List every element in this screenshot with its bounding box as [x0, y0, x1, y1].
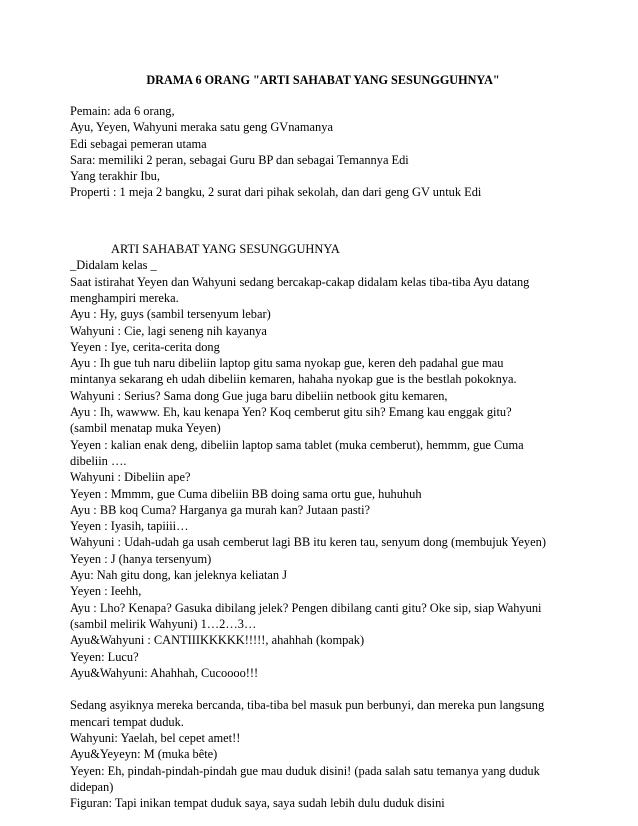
script-line: Yeyen: Eh, pindah-pindah-pindah gue mau duduk disini! (pada salah satu temanya yang duduk [70, 763, 540, 778]
script-line: didepan) [70, 779, 114, 794]
script-line: Ayu : Ih, wawww. Eh, kau kenapa Yen? Koq cemberut gitu sih? Emang kau enggak gitu? [70, 405, 512, 420]
script-line: mintanya sekarang eh udah dibeliin kemaren, hahaha nyokap gue is the bestlah pokoknya. [70, 372, 517, 387]
intro-block [70, 103, 598, 201]
script-line: Ayu : BB koq Cuma? Harganya ga murah kan? Jutaan pasti? [70, 502, 371, 517]
script-line: _Didalam kelas _ [70, 258, 157, 273]
script-line: Yeyen: Lucu? [70, 649, 139, 664]
intro-line: Yang terakhir Ibu, [70, 169, 160, 184]
script-line: Saat istirahat Yeyen dan Wahyuni sedang bercakap-cakap didalam kelas tiba-tiba Ayu datang [70, 274, 530, 289]
section-title: ARTI SAHABAT YANG SESUNGGUHNYA [111, 242, 340, 257]
script-line: Sedang asyiknya mereka bercanda, tiba-tiba bel masuk pun berbunyi, dan mereka pun langsung [70, 698, 545, 713]
script-line: Wahyuni : Serius? Sama dong Gue juga baru dibeliin netbook gitu kemaren, [70, 388, 448, 403]
script-line: Ayu : Hy, guys (sambil tersenyum lebar) [70, 307, 271, 322]
script-line: Wahyuni : Dibeliin ape? [70, 470, 191, 485]
script-line: (sambil melirik Wahyuni) 1…2…3… [70, 616, 257, 631]
script-line: dibeliin …. [70, 453, 127, 468]
script-line: Wahyuni : Udah-udah ga usah cemberut lagi BB itu keren tau, senyum dong (membujuk Yeyen) [70, 535, 546, 550]
script-line: Ayu : Lho? Kenapa? Gasuka dibilang jelek? Pengen dibilang canti gitu? Oke sip, siap Wahyuni [70, 600, 542, 615]
script-line: Wahyuni: Yaelah, bel cepet amet!! [70, 730, 241, 745]
intro-line: Edi sebagai pemeran utama [70, 136, 207, 151]
script-line: Yeyen : J (hanya tersenyum) [70, 551, 212, 566]
page-title: DRAMA 6 ORANG "ARTI SAHABAT YANG SESUNGGUHNYA" [146, 73, 500, 87]
scene-block [70, 257, 598, 681]
script-line: Yeyen : Ieehh, [70, 584, 142, 599]
script-line: Yeyen : Iye, cerita-cerita dong [70, 339, 220, 354]
intro-line: Sara: memiliki 2 peran, sebagai Guru BP dan sebagai Temannya Edi [70, 152, 409, 167]
intro-line: Ayu, Yeyen, Wahyuni meraka satu geng GVnamanya [70, 120, 333, 135]
script-line: Ayu: Nah gitu dong, kan jeleknya keliatan J [70, 568, 288, 583]
script-line: Figuran: Tapi inikan tempat duduk saya, saya sudah lebih dulu duduk disini [70, 796, 445, 811]
script-line: (sambil menatap muka Yeyen) [70, 421, 221, 436]
spacer [70, 201, 598, 225]
intro-line: Pemain: ada 6 orang, [70, 104, 175, 118]
spacer [70, 681, 598, 697]
script-line: Ayu&Wahyuni: Ahahhah, Cucoooo!!! [70, 665, 259, 680]
script-line: Yeyen : Mmmm, gue Cuma dibeliin BB doing sama ortu gue, huhuhuh [70, 486, 422, 501]
script-line: mencari tempat duduk. [70, 714, 184, 729]
script-line: menghampiri mereka. [70, 290, 179, 305]
spacer [70, 225, 598, 241]
scene-block-2 [70, 697, 598, 811]
intro-line: Properti : 1 meja 2 bangku, 2 surat dari pihak sekolah, dan dari geng GV untuk Edi [70, 185, 482, 200]
script-line: Yeyen : Iyasih, tapiiii… [70, 519, 189, 534]
script-line: Wahyuni : Cie, lagi seneng nih kayanya [70, 323, 267, 338]
script-line: Yeyen : kalian enak deng, dibeliin laptop sama tablet (muka cemberut), hemmm, gue Cuma [70, 437, 524, 452]
script-line: Ayu : Ih gue tuh naru dibeliin laptop gitu sama nyokap gue, keren deh padahal gue mau [70, 356, 504, 371]
script-line: Ayu&Wahyuni : CANTIIIKKKKK!!!!!, ahahhah (kompak) [70, 633, 365, 648]
script-line: Ayu&Yeyeyn: M (muka bête) [70, 747, 218, 762]
